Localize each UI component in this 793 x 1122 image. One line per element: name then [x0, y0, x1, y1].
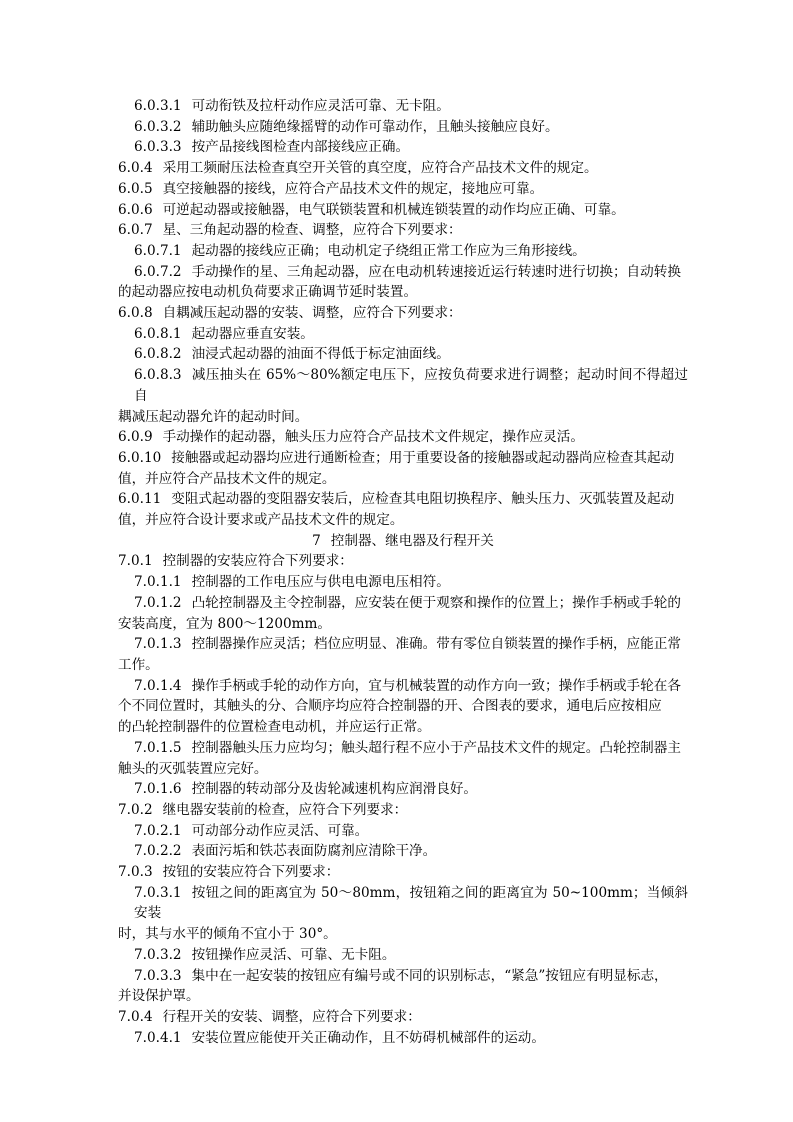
- clause-line: [118, 634, 688, 655]
- clause-number: 7.0.3.3: [134, 967, 182, 984]
- clause-line: [118, 779, 688, 800]
- clause-line: [118, 158, 688, 179]
- clause-line: [118, 738, 688, 759]
- clause-number: 6.0.7.2: [134, 263, 182, 280]
- clause-number: 7.0.2.1: [134, 822, 182, 839]
- clause-number: 6.0.7.1: [134, 242, 182, 259]
- paragraph-continuation: [118, 655, 688, 676]
- clause-line: [118, 448, 688, 469]
- clause-line: [118, 841, 688, 862]
- clause-text: 控制器的工作电压应与供电电源电压相符。: [191, 574, 450, 591]
- clause-line: [118, 179, 688, 200]
- clause-number: 6.0.3.3: [134, 139, 182, 156]
- clause-text: 按钮的安装应符合下列要求：: [162, 864, 340, 881]
- clause-text: 控制器的安装应符合下列要求：: [162, 553, 353, 570]
- clause-line: [118, 262, 688, 283]
- clause-text: 表面污垢和铁芯表面防腐剂应清除干净。: [191, 843, 437, 860]
- clause-text: 操作手柄或手轮的动作方向，宜与机械装置的动作方向一致；操作手柄或手轮在各: [191, 677, 681, 694]
- clause-line: [118, 96, 688, 117]
- paragraph-continuation: [118, 510, 688, 531]
- clause-text: 触头的灭弧装置应完好。: [118, 760, 268, 777]
- clause-text: 可动衔铁及拉杆动作应灵活可靠、无卡阻。: [191, 98, 450, 114]
- clause-number: 7: [312, 532, 321, 549]
- clause-text: 安装位置应能使开关正确动作，且不妨碍机械部件的运动。: [191, 1029, 545, 1046]
- clause-line: [118, 821, 688, 842]
- clause-number: 7.0.1.5: [134, 739, 182, 756]
- clause-text: 手动操作的星、三角起动器，应在电动机转速接近运行转速时进行切换；自动转换: [191, 263, 681, 280]
- clause-number: 7.0.3.1: [134, 884, 182, 901]
- clause-text: 自耦减压起动器的安装、调整，应符合下列要求：: [162, 305, 462, 322]
- paragraph-continuation: [118, 696, 688, 717]
- clause-number: 7.0.1.6: [134, 781, 182, 798]
- clause-number: 7.0.2.2: [134, 843, 182, 860]
- paragraph-continuation: [118, 407, 688, 428]
- clause-line: [118, 303, 688, 324]
- clause-line: [118, 241, 688, 262]
- clause-text: 安装高度，宜为 800～1200mm。: [118, 615, 331, 632]
- paragraph-continuation: [118, 924, 688, 945]
- clause-text: 按产品接线图检查内部接线应正确。: [191, 139, 410, 156]
- clause-number: 7.0.1: [118, 553, 153, 570]
- clause-number: 7.0.1.3: [134, 636, 182, 653]
- clause-text: 行程开关的安装、调整，应符合下列要求：: [162, 1008, 421, 1025]
- clause-text: 值，并应符合设计要求或产品技术文件的规定。: [118, 512, 404, 529]
- clause-text: 控制器、继电器及行程开关: [330, 532, 494, 549]
- clause-number: 6.0.6: [118, 201, 153, 218]
- clause-line: [118, 1028, 688, 1049]
- clause-text: 值，并应符合产品技术文件的规定。: [118, 470, 336, 487]
- clause-line: [118, 137, 688, 158]
- clause-number: 6.0.8.3: [134, 367, 182, 384]
- clause-line: [118, 344, 688, 365]
- clause-number: 7.0.3: [118, 864, 153, 881]
- clause-text: 控制器触头压力应均匀；触头超行程不应小于产品技术文件的规定。凸轮控制器主: [191, 739, 681, 756]
- clause-number: 6.0.3.2: [134, 118, 182, 135]
- clause-text: 工作。: [118, 656, 159, 673]
- clause-number: 7.0.1.4: [134, 677, 182, 694]
- paragraph-continuation: [118, 282, 688, 303]
- clause-number: 7.0.4.1: [134, 1029, 182, 1046]
- clause-number: 6.0.8.1: [134, 325, 182, 342]
- clause-text: 的凸轮控制器件的位置检查电动机，并应运行正常。: [118, 719, 431, 736]
- clause-text: 可逆起动器或接触器，电气联锁装置和机械连锁装置的动作均应正确、可靠。: [162, 201, 625, 218]
- clause-line: [118, 551, 688, 572]
- paragraph-continuation: [118, 759, 688, 780]
- clause-number: 7.0.1.1: [134, 574, 182, 591]
- clause-text: 手动操作的起动器，触头压力应符合产品技术文件规定，操作应灵活。: [162, 429, 584, 446]
- clause-number: 7.0.2: [118, 801, 153, 818]
- paragraph-continuation: [118, 614, 688, 635]
- paragraph-continuation: [118, 986, 688, 1007]
- clause-line: [118, 200, 688, 221]
- clause-number: 6.0.9: [118, 429, 153, 446]
- clause-line: [118, 800, 688, 821]
- clause-number: 7.0.1.2: [134, 594, 182, 611]
- clause-line: [118, 365, 688, 406]
- clause-line: [118, 117, 688, 138]
- clause-text: 减压抽头在 65%～80%额定电压下，应按负荷要求进行调整；起动时间不得超过自: [134, 367, 688, 404]
- section-title: [118, 531, 688, 552]
- clause-number: 7.0.3.2: [134, 946, 182, 963]
- clause-text: 星、三角起动器的检查、调整，应符合下列要求：: [162, 222, 462, 239]
- clause-number: 6.0.11: [118, 491, 162, 508]
- clause-line: [118, 883, 688, 924]
- clause-number: 6.0.8.2: [134, 346, 182, 363]
- clause-text: 的起动器应按电动机负荷要求正确调节延时装置。: [118, 284, 418, 301]
- clause-line: [118, 427, 688, 448]
- clause-line: [118, 220, 688, 241]
- clause-text: 接触器或起动器均应进行通断检查；用于重要设备的接触器或起动器尚应检查其起动: [171, 449, 675, 466]
- clause-text: 按钮操作应灵活、可靠、无卡阻。: [191, 946, 396, 963]
- document-body: [118, 96, 688, 1048]
- clause-text: 真空接触器的接线，应符合产品技术文件的规定，接地应可靠。: [162, 180, 544, 197]
- clause-text: 控制器的转动部分及齿轮减速机构应润滑良好。: [191, 781, 478, 798]
- clause-text: 油浸式起动器的油面不得低于标定油面线。: [191, 346, 450, 363]
- clause-text: 凸轮控制器及主令控制器，应安装在便于观察和操作的位置上；操作手柄或手轮的: [191, 594, 681, 611]
- clause-text: 集中在一起安装的按钮应有编号或不同的识别标志，“紧急”按钮应有明显标志，: [191, 967, 668, 984]
- clause-line: [118, 572, 688, 593]
- clause-text: 按钮之间的距离宜为 50～80mm，按钮箱之间的距离宜为 50~100mm；当倾斜安装: [134, 884, 688, 922]
- clause-number: 6.0.10: [118, 449, 162, 466]
- clause-number: 6.0.7: [118, 222, 153, 239]
- clause-text: 变阻式起动器的变阻器安装后，应检查其电阻切换程序、触头压力、灭弧装置及起动: [171, 491, 675, 508]
- clause-line: [118, 945, 688, 966]
- clause-text: 控制器操作应灵活；档位应明显、准确。带有零位自锁装置的操作手柄，应能正常: [191, 636, 681, 653]
- clause-number: 6.0.5: [118, 180, 153, 197]
- clause-text: 起动器的接线应正确；电动机定子绕组正常工作应为三角形接线。: [191, 242, 586, 259]
- clause-line: [118, 862, 688, 883]
- paragraph-continuation: [118, 469, 688, 490]
- clause-text: 并设保护罩。: [118, 988, 200, 1005]
- clause-line: [118, 593, 688, 614]
- clause-number: 6.0.4: [118, 160, 153, 177]
- clause-text: 可动部分动作应灵活、可靠。: [191, 822, 369, 839]
- clause-line: [118, 1007, 688, 1028]
- clause-number: 6.0.3.1: [134, 98, 182, 114]
- clause-text: 辅助触头应随绝缘摇臂的动作可靠动作，且触头接触应良好。: [191, 118, 559, 135]
- clause-text: 时，其与水平的倾角不宜小于 30°。: [118, 926, 337, 943]
- clause-text: 耦减压起动器允许的起动时间。: [118, 408, 309, 425]
- clause-text: 采用工频耐压法检查真空开关管的真空度，应符合产品技术文件的规定。: [162, 160, 598, 177]
- clause-line: [118, 676, 688, 697]
- clause-text: 继电器安装前的检查，应符合下列要求：: [162, 801, 408, 818]
- clause-number: 6.0.8: [118, 305, 153, 322]
- clause-text: 个不同位置时，其触头的分、合顺序均应符合控制器的开、合图表的要求，通电后应按相应: [118, 698, 662, 715]
- clause-line: [118, 966, 688, 987]
- clause-text: 起动器应垂直安装。: [191, 325, 314, 342]
- clause-number: 7.0.4: [118, 1008, 153, 1025]
- clause-line: [118, 324, 688, 345]
- paragraph-continuation: [118, 717, 688, 738]
- clause-line: [118, 489, 688, 510]
